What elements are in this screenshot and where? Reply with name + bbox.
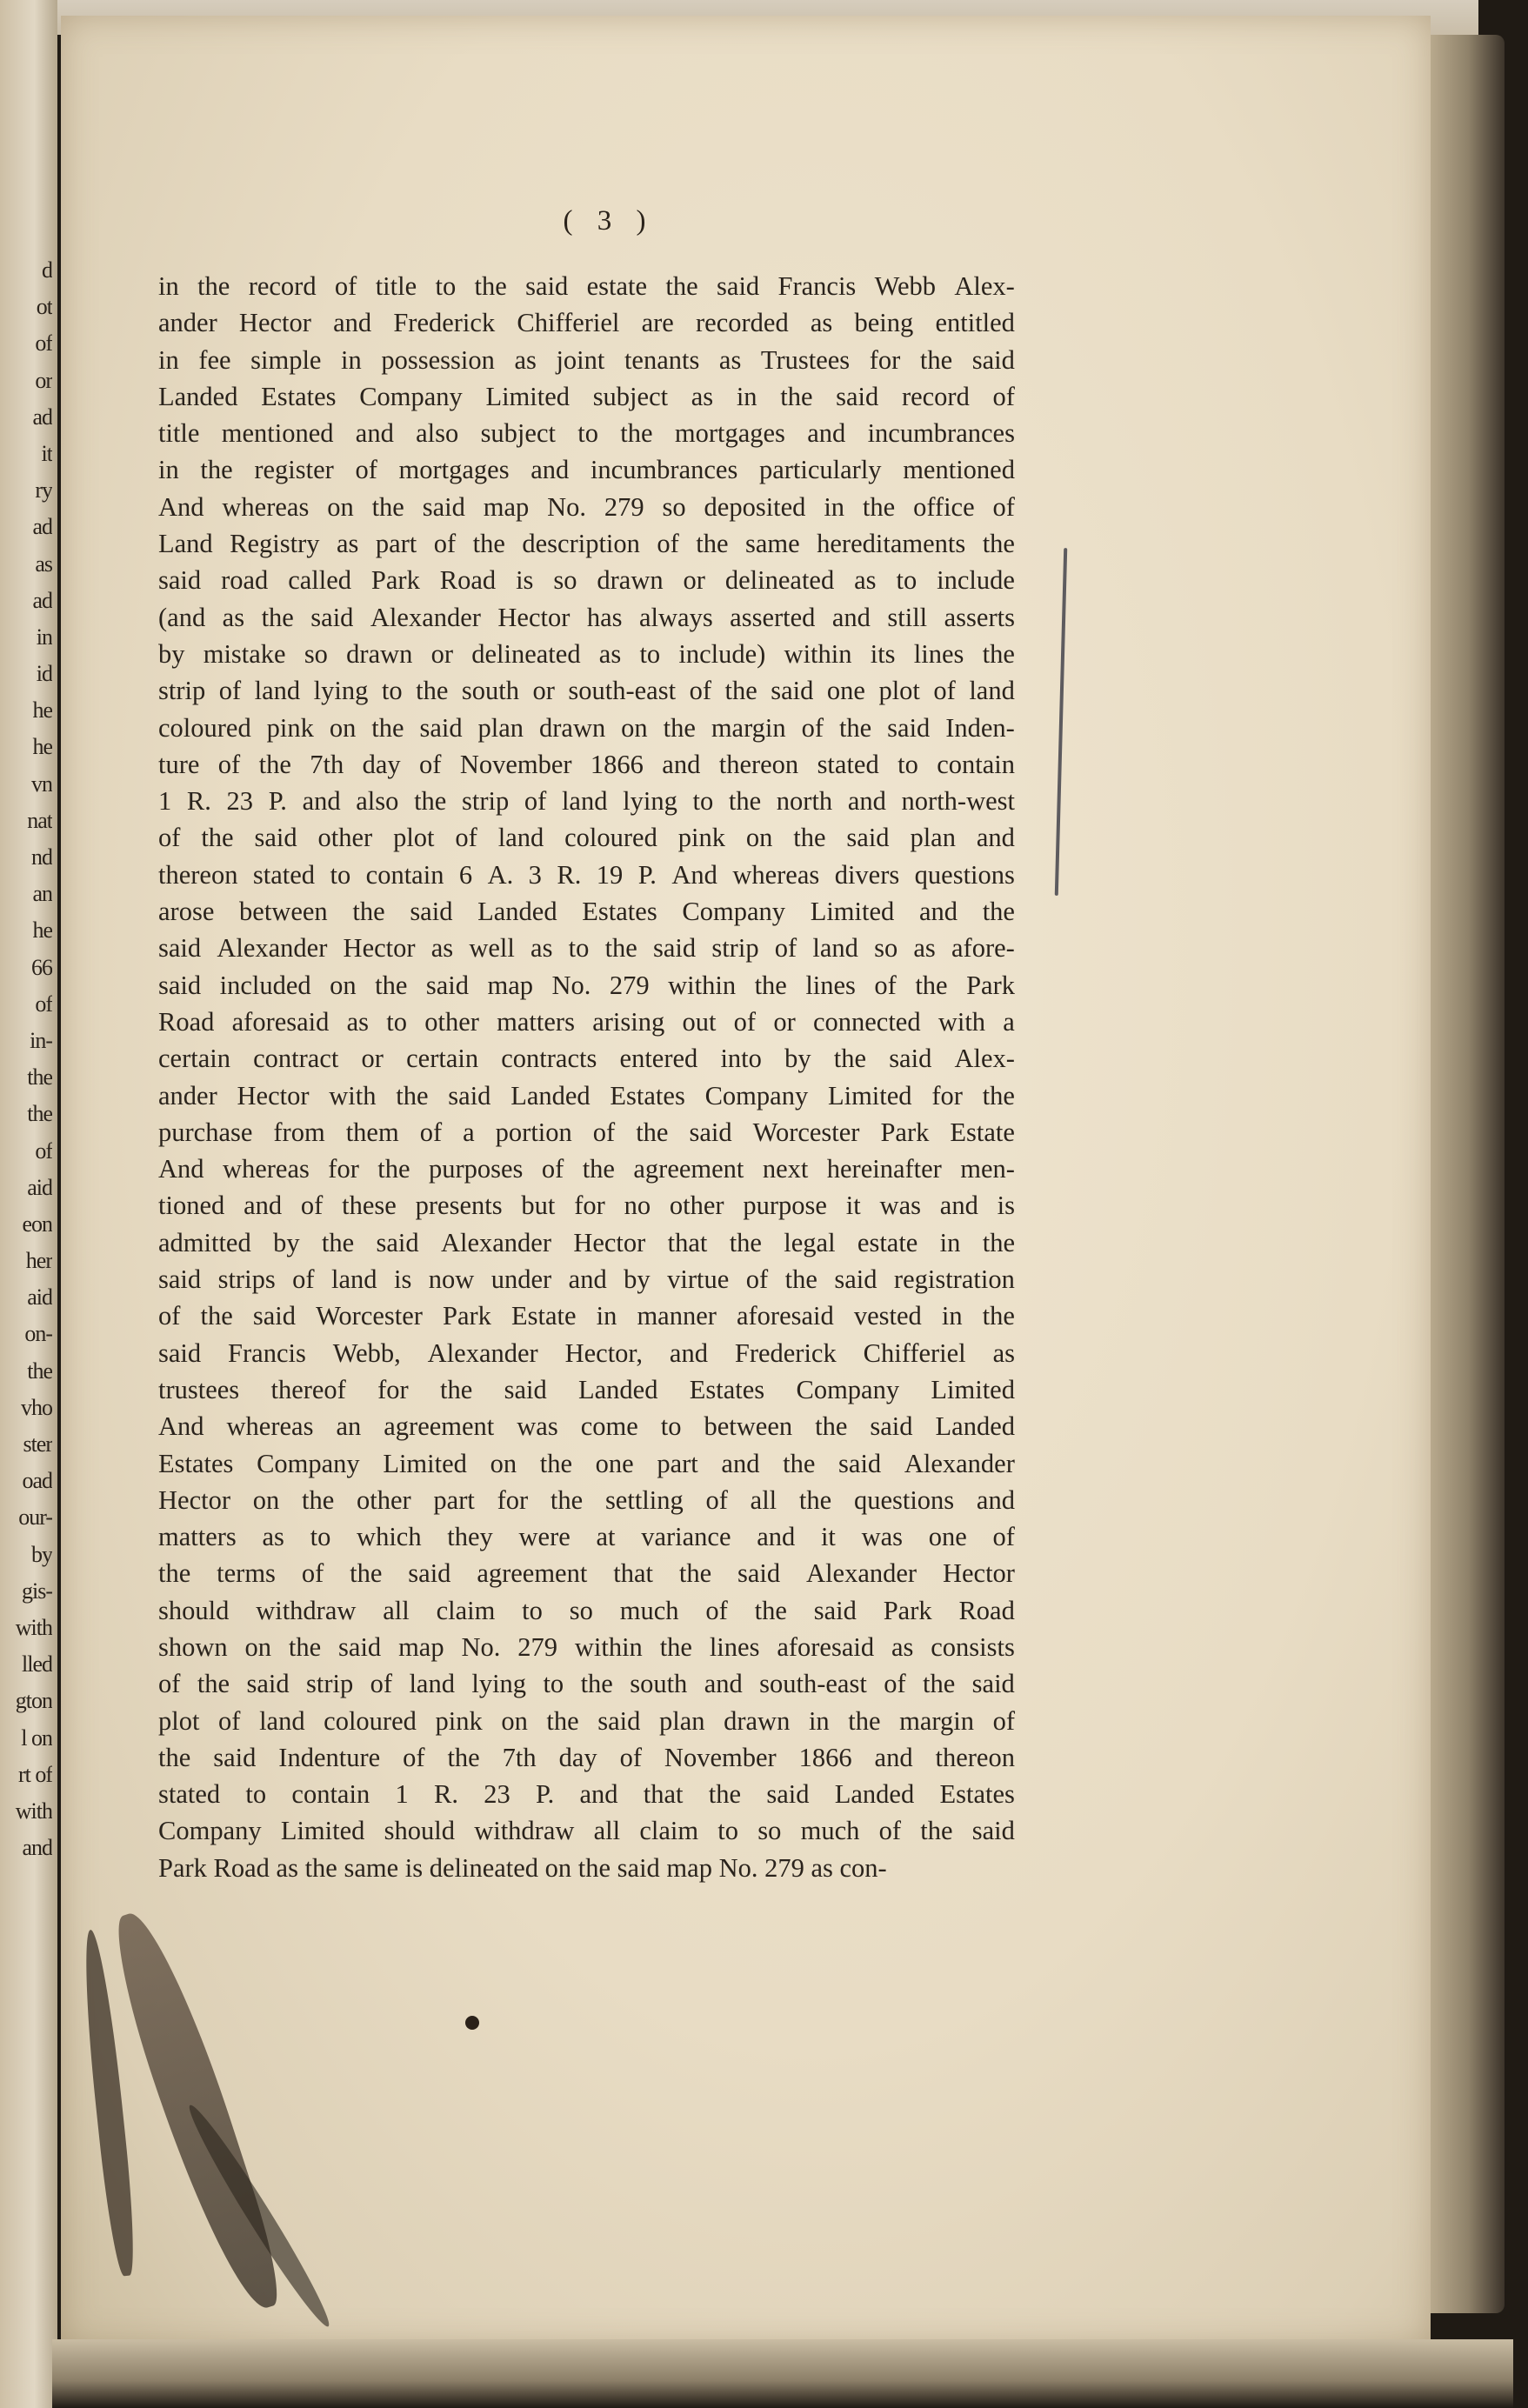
text-line: And whereas on the said map No. 279 so deposited in the office of [158, 491, 1015, 522]
text-line: said road called Park Road is so drawn or delineated as to include [158, 565, 1015, 596]
text-line: said included on the said map No. 279 within the lines of the Park [158, 970, 1015, 1000]
margin-fragment: ad [32, 404, 52, 430]
text-line: said Francis Webb, Alexander Hector, and Frederick Chifferiel as [158, 1337, 1015, 1368]
margin-fragment: 66 [31, 954, 52, 980]
text-line: in the record of title to the said estate the said Francis Webb Alex- [158, 271, 1015, 301]
text-line: Company Limited should withdraw all claim to so much of the said [158, 1816, 1015, 1846]
text-line: ander Hector with the said Landed Estates Company Limited for the [158, 1080, 1015, 1111]
margin-fragment: by [31, 1541, 52, 1567]
left-page-margin [0, 0, 57, 2408]
text-line: And whereas an agreement was come to between the said Landed [158, 1411, 1015, 1442]
margin-fragment: id [36, 661, 52, 687]
margin-fragment: with [15, 1614, 52, 1640]
text-line: arose between the said Landed Estates Company Limited and the [158, 897, 1015, 927]
text-line: certain contract or certain contracts entered into by the said Alex- [158, 1044, 1015, 1074]
margin-fragment: in [36, 624, 52, 650]
text-line: thereon stated to contain 6 A. 3 R. 19 P. And whereas divers questions [158, 859, 1015, 890]
margin-fragment: nd [31, 844, 52, 870]
margin-fragment: gis- [22, 1578, 52, 1604]
margin-fragment: he [32, 697, 52, 724]
document-page [61, 16, 1431, 2346]
margin-pencil-mark [1055, 548, 1067, 896]
margin-fragment: ot [36, 294, 52, 320]
ink-dot [465, 2016, 479, 2030]
bottom-page-edge [52, 2339, 1513, 2408]
text-line: in fee simple in possession as joint tenants as Trustees for the said [158, 344, 1015, 375]
text-line: by mistake so drawn or delineated as to include) within its lines the [158, 638, 1015, 669]
margin-fragment: vn [31, 770, 52, 797]
text-line: of the said Worcester Park Estate in manner aforesaid vested in the [158, 1301, 1015, 1331]
margin-fragment: on- [24, 1321, 52, 1347]
margin-fragment: oad [22, 1468, 52, 1494]
margin-fragment: l on [21, 1724, 52, 1751]
page-number: ( 3 ) [563, 205, 655, 237]
margin-fragment: and [22, 1835, 52, 1861]
text-line: said strips of land is now under and by virtue of the said registration [158, 1264, 1015, 1295]
left-margin-fragments [0, 252, 52, 1866]
text-line: should withdraw all claim to so much of the said Park Road [158, 1595, 1015, 1625]
text-line: purchase from them of a portion of the said Worcester Park Estate [158, 1117, 1015, 1147]
margin-fragment: of [35, 1137, 52, 1164]
margin-fragment: of [35, 991, 52, 1017]
margin-fragment: aid [27, 1174, 52, 1200]
text-line: of the said strip of land lying to the south and south-east of the said [158, 1669, 1015, 1699]
text-line: Road aforesaid as to other matters arising out of or connected with a [158, 1006, 1015, 1037]
text-line: Estates Company Limited on the one part and the said Alexander [158, 1448, 1015, 1478]
body-text [158, 268, 1015, 1886]
margin-fragment: eon [22, 1211, 52, 1237]
text-line: stated to contain 1 R. 23 P. and that the said Landed Estates [158, 1779, 1015, 1810]
margin-fragment: lled [22, 1651, 52, 1678]
text-line: And whereas for the purposes of the agreement next hereinafter men- [158, 1154, 1015, 1184]
text-line: ture of the 7th day of November 1866 and thereon stated to contain [158, 749, 1015, 779]
text-line: Land Registry as part of the description of the same hereditaments the [158, 529, 1015, 559]
margin-fragment: ad [32, 587, 52, 613]
margin-fragment: it [41, 440, 52, 466]
text-line: Landed Estates Company Limited subject as in the said record of [158, 381, 1015, 411]
margin-fragment: her [25, 1248, 52, 1274]
text-line: 1 R. 23 P. and also the strip of land lying to the north and north-west [158, 786, 1015, 817]
margin-fragment: ad [32, 514, 52, 540]
text-line: coloured pink on the said plan drawn on the margin of the said Inden- [158, 712, 1015, 743]
margin-fragment: the [27, 1064, 52, 1091]
margin-fragment: the [27, 1101, 52, 1127]
text-line: said Alexander Hector as well as to the said strip of land so as afore- [158, 933, 1015, 964]
text-line: (and as the said Alexander Hector has always asserted and still asserts [158, 602, 1015, 632]
margin-fragment: or [35, 367, 52, 393]
text-line: strip of land lying to the south or south-east of the said one plot of land [158, 676, 1015, 706]
margin-fragment: he [32, 734, 52, 760]
margin-fragment: with [15, 1798, 52, 1824]
margin-fragment: our- [18, 1504, 52, 1531]
text-line: the terms of the said agreement that the said Alexander Hector [158, 1558, 1015, 1589]
margin-fragment: an [32, 881, 52, 907]
text-line: tioned and of these presents but for no other purpose it was and is [158, 1191, 1015, 1221]
text-line: Hector on the other part for the settling of all the questions and [158, 1484, 1015, 1515]
text-line: admitted by the said Alexander Hector that the legal estate in the [158, 1227, 1015, 1257]
margin-fragment: d [42, 257, 52, 283]
margin-fragment: ry [35, 477, 52, 504]
margin-fragment: as [35, 550, 52, 577]
margin-fragment: of [35, 330, 52, 357]
margin-fragment: he [32, 917, 52, 944]
text-line: shown on the said map No. 279 within the lines aforesaid as consists [158, 1631, 1015, 1662]
margin-fragment: nat [27, 807, 52, 833]
text-line: of the said other plot of land coloured pink on the said plan and [158, 823, 1015, 853]
margin-fragment: rt of [17, 1761, 52, 1787]
margin-fragment: in- [30, 1027, 52, 1053]
margin-fragment: ster [23, 1431, 52, 1457]
margin-fragment: gton [15, 1688, 52, 1714]
margin-fragment: aid [27, 1284, 52, 1311]
text-line: matters as to which they were at variance and it was one of [158, 1522, 1015, 1552]
text-line: in the register of mortgages and incumbrances particularly mentioned [158, 455, 1015, 485]
text-line: the said Indenture of the 7th day of November 1866 and thereon [158, 1742, 1015, 1772]
text-line: title mentioned and also subject to the mortgages and incumbrances [158, 418, 1015, 449]
margin-fragment: vho [21, 1394, 52, 1420]
margin-fragment: the [27, 1357, 52, 1384]
text-line: Park Road as the same is delineated on the said map No. 279 as con- [158, 1852, 887, 1883]
text-line: plot of land coloured pink on the said plan drawn in the margin of [158, 1705, 1015, 1736]
text-line: ander Hector and Frederick Chifferiel are recorded as being entitled [158, 308, 1015, 338]
text-line: trustees thereof for the said Landed Estates Company Limited [158, 1374, 1015, 1404]
